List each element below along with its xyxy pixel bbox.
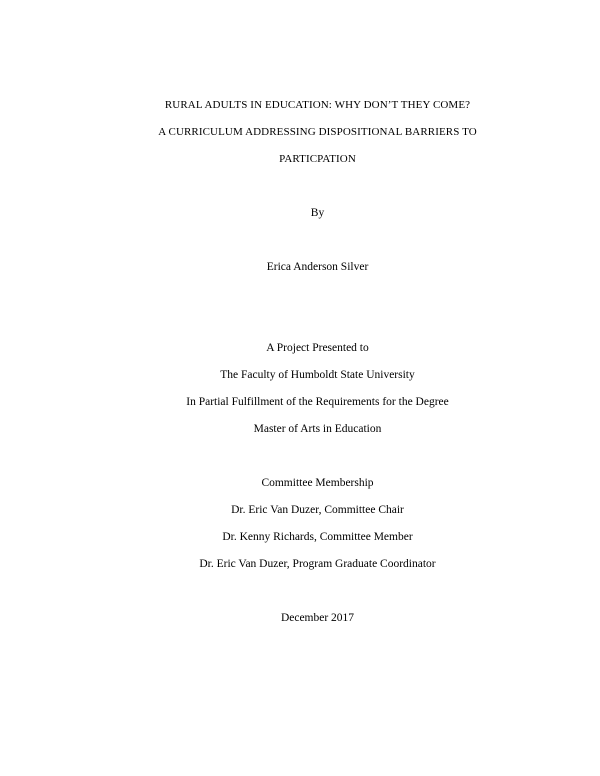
committee-member-2: Dr. Kenny Richards, Committee Member [222, 531, 413, 543]
author-name: Erica Anderson Silver [266, 261, 369, 273]
committee-heading: Committee Membership [261, 477, 374, 489]
by-label: By [310, 207, 325, 219]
presented-to: A Project Presented to [266, 342, 369, 354]
thesis-title-line-3: PARTICPATION [279, 153, 356, 165]
fulfillment-line: In Partial Fulfillment of the Requirements for the Degree [186, 396, 449, 408]
committee-member-1: Dr. Eric Van Duzer, Committee Chair [231, 504, 404, 516]
submission-date: December 2017 [280, 612, 355, 624]
degree-line: Master of Arts in Education [253, 423, 382, 435]
thesis-title-line-1: RURAL ADULTS IN EDUCATION: WHY DON’T THEY COME? [164, 99, 471, 111]
committee-member-3: Dr. Eric Van Duzer, Program Graduate Coordinator [199, 558, 436, 570]
faculty-line: The Faculty of Humboldt State University [220, 369, 415, 381]
thesis-title-line-2: A CURRICULUM ADDRESSING DISPOSITIONAL BARRIERS TO [158, 126, 477, 138]
